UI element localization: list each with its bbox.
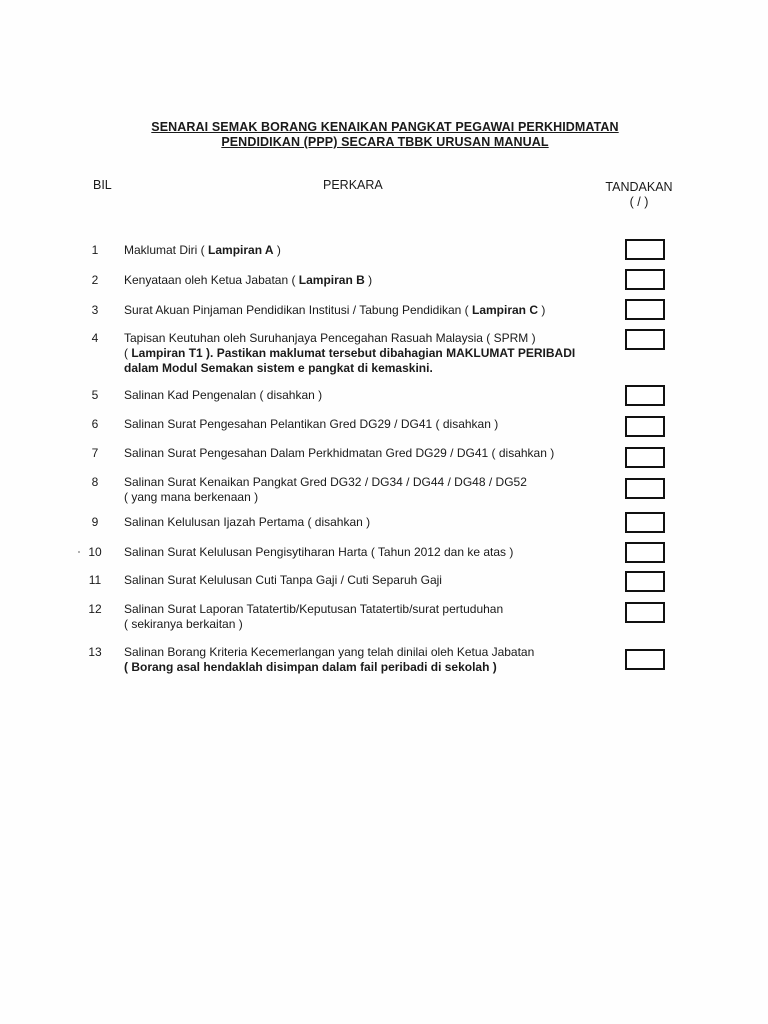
item-number: 2 xyxy=(91,273,99,287)
document-title-line-1: SENARAI SEMAK BORANG KENAIKAN PANGKAT PEGAWAI PERKHIDMATAN xyxy=(151,120,619,134)
item-text: Salinan Surat Pengesahan Pelantikan Gred DG29 / DG41 ( disahkan ) xyxy=(124,417,499,431)
item-text: Salinan Borang Kriteria Kecemerlangan yang telah dinilai oleh Ketua Jabatan ( Borang asal hendaklah disimpan dalam fail peribadi di sekolah ) xyxy=(124,645,535,674)
item-number: 13 xyxy=(88,645,102,659)
item-number: 1 xyxy=(91,243,99,257)
item-text: Salinan Surat Kelulusan Pengisytiharan Harta ( Tahun 2012 dan ke atas ) xyxy=(124,545,514,559)
document-title-line-2: PENDIDIKAN (PPP) SECARA TBBK URUSAN MANUAL xyxy=(221,135,549,149)
checkbox[interactable] xyxy=(625,602,665,623)
item-text: Surat Akuan Pinjaman Pendidikan Institusi / Tabung Pendidikan ( Lampiran C ) xyxy=(124,303,546,317)
checkbox[interactable] xyxy=(625,542,665,563)
checkbox[interactable] xyxy=(625,447,665,468)
tandakan-sublabel: ( / ) xyxy=(629,195,649,209)
column-header-bil: BIL xyxy=(93,178,112,192)
item-text: Kenyataan oleh Ketua Jabatan ( Lampiran B ) xyxy=(124,273,373,287)
checkbox[interactable] xyxy=(625,571,665,592)
column-header-tandakan xyxy=(598,180,680,210)
item-text: Salinan Surat Kelulusan Cuti Tanpa Gaji / Cuti Separuh Gaji xyxy=(124,573,442,587)
item-number: 10 xyxy=(88,545,102,559)
item-number: 6 xyxy=(91,417,99,431)
item-text: Salinan Surat Laporan Tatatertib/Keputusan Tatatertib/surat pertuduhan ( sekiranya berkaitan ) xyxy=(124,602,504,631)
checkbox[interactable] xyxy=(625,385,665,406)
item-text: Salinan Kad Pengenalan ( disahkan ) xyxy=(124,388,323,402)
scan-speck xyxy=(78,551,80,553)
checkbox[interactable] xyxy=(625,239,665,260)
checkbox[interactable] xyxy=(625,329,665,350)
item-text: Maklumat Diri ( Lampiran A ) xyxy=(124,243,281,257)
checkbox[interactable] xyxy=(625,299,665,320)
checkbox[interactable] xyxy=(625,512,665,533)
tandakan-label: TANDAKAN xyxy=(605,180,673,194)
item-number: 3 xyxy=(91,303,99,317)
checkbox[interactable] xyxy=(625,269,665,290)
checkbox[interactable] xyxy=(625,478,665,499)
checkbox[interactable] xyxy=(625,416,665,437)
item-number: 4 xyxy=(91,331,99,345)
item-number: 9 xyxy=(91,515,99,529)
item-number: 8 xyxy=(91,475,99,489)
column-header-perkara: PERKARA xyxy=(323,178,383,192)
item-text: Tapisan Keutuhan oleh Suruhanjaya Pencegahan Rasuah Malaysia ( SPRM ) ( Lampiran T1 ). Pastikan maklumat tersebut dibahagian MAKLUMAT PERIBADI dalam Modul Semakan sistem e pangkat di kemaskini. xyxy=(124,331,576,375)
item-number: 7 xyxy=(91,446,99,460)
item-text: Salinan Surat Pengesahan Dalam Perkhidmatan Gred DG29 / DG41 ( disahkan ) xyxy=(124,446,555,460)
item-text: Salinan Surat Kenaikan Pangkat Gred DG32 / DG34 / DG44 / DG48 / DG52 ( yang mana berkenaan ) xyxy=(124,475,527,504)
checkbox[interactable] xyxy=(625,649,665,670)
item-number: 5 xyxy=(91,388,99,402)
item-text: Salinan Kelulusan Ijazah Pertama ( disahkan ) xyxy=(124,515,371,529)
item-number: 12 xyxy=(88,602,102,616)
item-number: 11 xyxy=(88,573,102,587)
